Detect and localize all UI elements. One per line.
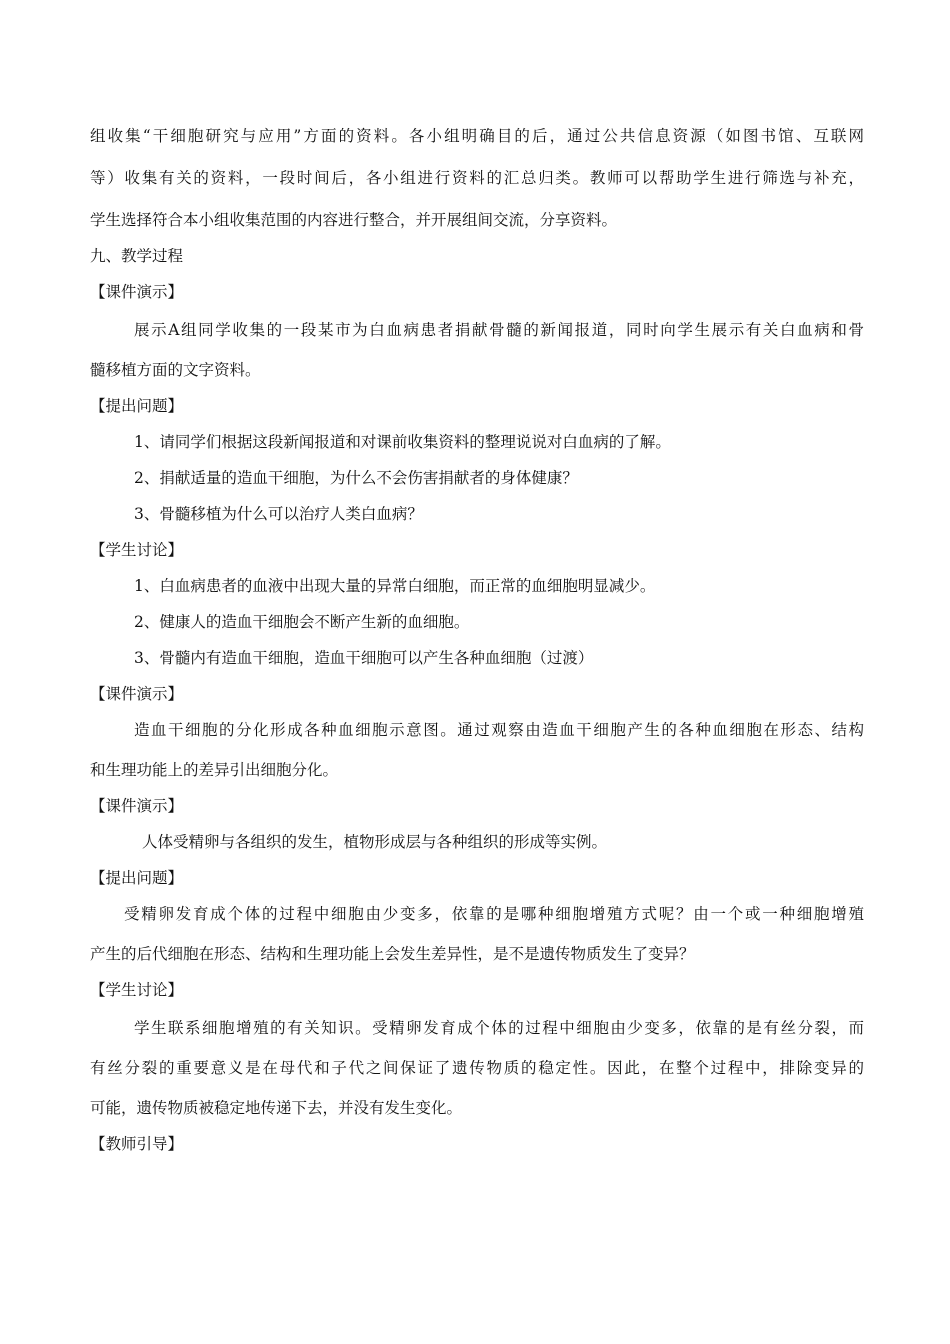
bracket-heading: 【课件演示】 [90, 797, 184, 815]
paragraph-line: 组收集“干细胞研究与应用”方面的资料。各小组明确目的后，通过公共信息资源（如图书馆、互联网 [90, 127, 864, 145]
bracket-heading: 【提出问题】 [90, 397, 184, 415]
paragraph-line: 有丝分裂的重要意义是在母代和子代之间保证了遗传物质的稳定性。因此，在整个过程中，排除变异的 [90, 1059, 864, 1077]
list-item: 2、健康人的造血干细胞会不断产生新的血细胞。 [134, 613, 470, 631]
bracket-heading: 【课件演示】 [90, 685, 184, 703]
paragraph-line: 髓移植方面的文字资料。 [90, 361, 261, 379]
paragraph-line: 等）收集有关的资料，一段时间后，各小组进行资料的汇总归类。教师可以帮助学生进行筛选与补充， [90, 169, 864, 187]
paragraph-line: 可能，遗传物质被稳定地传递下去，并没有发生变化。 [90, 1099, 463, 1117]
list-item: 1、请同学们根据这段新闻报道和对课前收集资料的整理说说对白血病的了解。 [134, 433, 671, 451]
bracket-heading: 【学生讨论】 [90, 981, 184, 999]
bracket-heading: 【教师引导】 [90, 1135, 184, 1153]
paragraph-line: 和生理功能上的差异引出细胞分化。 [90, 761, 339, 779]
bracket-heading: 【课件演示】 [90, 283, 184, 301]
bracket-heading: 【学生讨论】 [90, 541, 184, 559]
paragraph-line: 受精卵发育成个体的过程中细胞由少变多，依靠的是哪种细胞增殖方式呢？由一个或一种细胞增殖 [124, 905, 864, 923]
paragraph-line: 学生联系细胞增殖的有关知识。受精卵发育成个体的过程中细胞由少变多，依靠的是有丝分裂，而 [134, 1019, 864, 1037]
list-item: 3、骨髓内有造血干细胞，造血干细胞可以产生各种血细胞（过渡） [134, 649, 594, 667]
section-heading: 九、教学过程 [90, 247, 184, 265]
paragraph-line: 造血干细胞的分化形成各种血细胞示意图。通过观察由造血干细胞产生的各种血细胞在形态、结构 [134, 721, 864, 739]
list-item: 1、白血病患者的血液中出现大量的异常白细胞，而正常的血细胞明显减少。 [134, 577, 656, 595]
paragraph-line: 展示A组同学收集的一段某市为白血病患者捐献骨髓的新闻报道，同时向学生展示有关白血病和骨 [134, 321, 864, 339]
bracket-heading: 【提出问题】 [90, 869, 184, 887]
paragraph-line: 学生选择符合本小组收集范围的内容进行整合，并开展组间交流，分享资料。 [90, 211, 618, 229]
list-item: 3、骨髓移植为什么可以治疗人类白血病？ [134, 505, 423, 523]
list-item: 2、捐献适量的造血干细胞，为什么不会伤害捐献者的身体健康？ [134, 469, 578, 487]
paragraph-line: 产生的后代细胞在形态、结构和生理功能上会发生差异性，是不是遗传物质发生了变异？ [90, 945, 695, 963]
paragraph-line: 人体受精卵与各组织的发生，植物形成层与各种组织的形成等实例。 [142, 833, 608, 851]
